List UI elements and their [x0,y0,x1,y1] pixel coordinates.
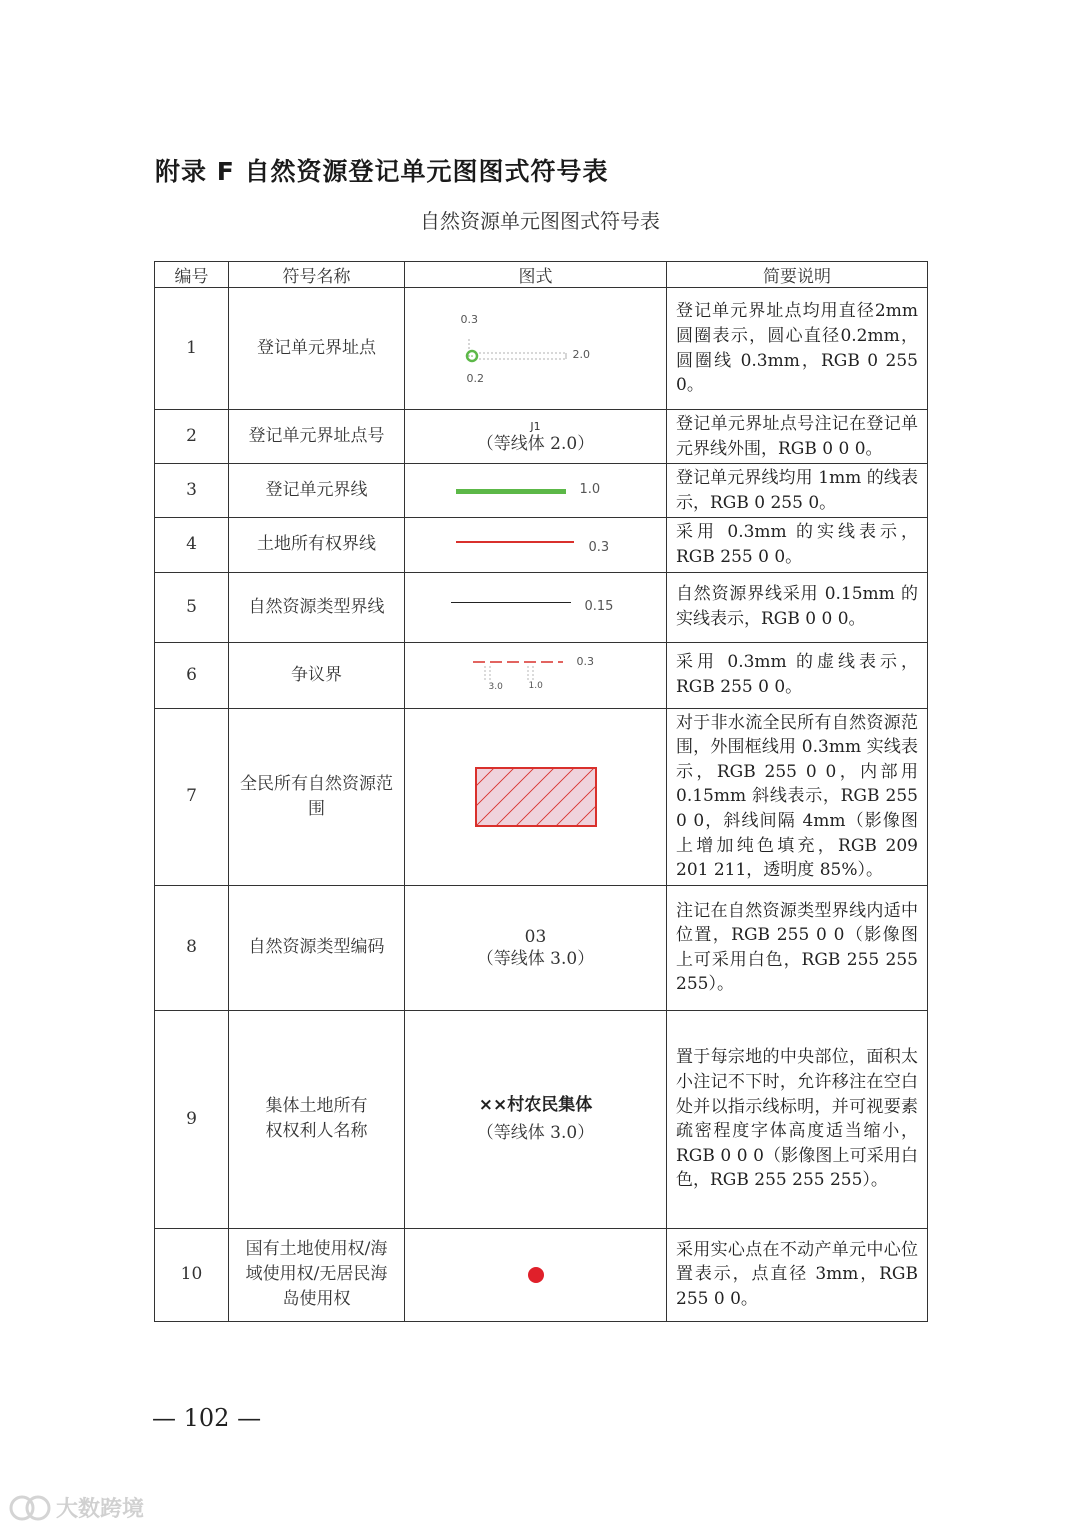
figure-sample-text: ××村农民集体 [478,1095,593,1116]
hatched-area-icon [475,767,597,827]
boundary-point-figure [461,309,611,389]
dash-length-label: 3.0 [488,682,503,693]
description: 对于非水流全民所有自然资源范围，外围框线用 0.3mm 实线表示，RGB 255 0 0，内部用 0.15mm 斜线表示，RGB 255 0 0，斜线间隔 4mm（影像图上增加纯色填充，RGB 209 201 211，透明度 85%）。 [667,708,928,885]
row-number: 8 [155,885,229,1010]
table-row [155,410,928,464]
figure-cell [405,642,667,708]
description: 注记在自然资源类型界线内适中位置，RGB 255 0 0（影像图上可采用白色，RGB 255 255 255）。 [667,885,928,1010]
table-row [155,1228,928,1321]
row-number: 7 [155,708,229,885]
black-hairline-icon [451,602,571,603]
symbol-name: 登记单元界址点 [229,288,405,410]
land-ownership-boundary-figure [456,530,616,560]
red-thin-line-icon [456,541,574,543]
symbol-name: 争议界 [229,642,405,708]
line-width-label: 0.3 [588,539,610,555]
description: 置于每宗地的中央部位，面积太小注记不下时，允许移注在空白处并以指示线标明，并可视要素疏密程度字体高度适当缩小，RGB 0 0 0（影像图上可采用白色，RGB 255 255 255）。 [667,1010,928,1228]
figure-cell [405,410,667,464]
figure-font-note: （等线体 3.0） [476,948,595,969]
row-number: 4 [155,518,229,572]
resource-type-boundary-figure [451,592,621,622]
figure-sample-text: J1 [530,419,541,433]
figure-font-note: （等线体 3.0） [476,1123,595,1144]
description: 采用 0.3mm 的实线表示，RGB 255 0 0。 [667,518,928,572]
line-width-label: 0.15 [584,599,614,615]
disputed-boundary-figure [471,652,601,698]
registration-boundary-figure [456,476,616,506]
circle-line-width-label: 0.3 [460,312,478,326]
symbol-name: 全民所有自然资源范围 [229,708,405,885]
table-header-row [155,262,928,288]
header-figure: 图式 [405,262,667,288]
figure-font-note: （等线体 2.0） [476,433,595,454]
row-number: 5 [155,572,229,642]
symbol-name: 登记单元界线 [229,464,405,518]
table-row [155,464,928,518]
row-number: 10 [155,1228,229,1321]
red-solid-dot-icon [526,1265,546,1285]
table-row [155,708,928,885]
description: 自然资源界线采用 0.15mm 的实线表示，RGB 0 0 0。 [667,572,928,642]
description: 登记单元界址点均用直径2mm 圆圈表示，圆心直径0.2mm，圆圈线 0.3mm，RGB 0 255 0。 [667,288,928,410]
figure-cell [405,1228,667,1321]
figure-cell [405,572,667,642]
figure-cell [405,1010,667,1228]
table-row [155,288,928,410]
header-number: 编号 [155,262,229,288]
symbol-name: 国有土地使用权/海域使用权/无居民海岛使用权 [229,1228,405,1321]
row-number: 2 [155,410,229,464]
figure-cell [405,288,667,410]
green-thick-line-icon [456,489,566,494]
symbol-name: 登记单元界址点号 [229,410,405,464]
symbol-name: 集体土地所有权权利人名称 [229,1010,405,1228]
table-row [155,1010,928,1228]
table-row [155,885,928,1010]
table-row [155,642,928,708]
description: 采用实心点在不动产单元中心位置表示，点直径 3mm，RGB 255 0 0。 [667,1228,928,1321]
table-title: 自然资源单元图图式符号表 [420,209,660,233]
figure-sample-text: 03 [524,926,547,947]
watermark-logo-icon [8,1494,52,1522]
symbol-name: 土地所有权界线 [229,518,405,572]
description: 登记单元界线均用 1mm 的线表示，RGB 0 255 0。 [667,464,928,518]
appendix-heading: 附录 F 自然资源登记单元图图式符号表 [155,157,609,186]
description: 采用 0.3mm 的虚线表示，RGB 255 0 0。 [667,642,928,708]
figure-cell [405,885,667,1010]
row-number: 9 [155,1010,229,1228]
figure-cell [405,464,667,518]
figure-cell [405,518,667,572]
circle-diameter-label: 2.0 [572,347,590,361]
center-diameter-label: 0.2 [466,371,484,385]
table-row [155,518,928,572]
row-number: 6 [155,642,229,708]
symbol-table [154,261,928,1322]
dash-width-label: 0.3 [576,655,594,669]
symbol-name: 自然资源类型编码 [229,885,405,1010]
watermark-text: 大数跨境 [56,1497,145,1522]
watermark [8,1492,144,1523]
figure-cell [405,708,667,885]
line-width-label: 1.0 [579,481,601,497]
page-number: — 102 — [152,1404,262,1432]
row-number: 3 [155,464,229,518]
row-number: 1 [155,288,229,410]
header-symbol-name: 符号名称 [229,262,405,288]
header-description: 简要说明 [667,262,928,288]
gap-length-label: 1.0 [528,681,543,692]
symbol-name: 自然资源类型界线 [229,572,405,642]
description: 登记单元界址点号注记在登记单元界线外围，RGB 0 0 0。 [667,410,928,464]
table-row [155,572,928,642]
